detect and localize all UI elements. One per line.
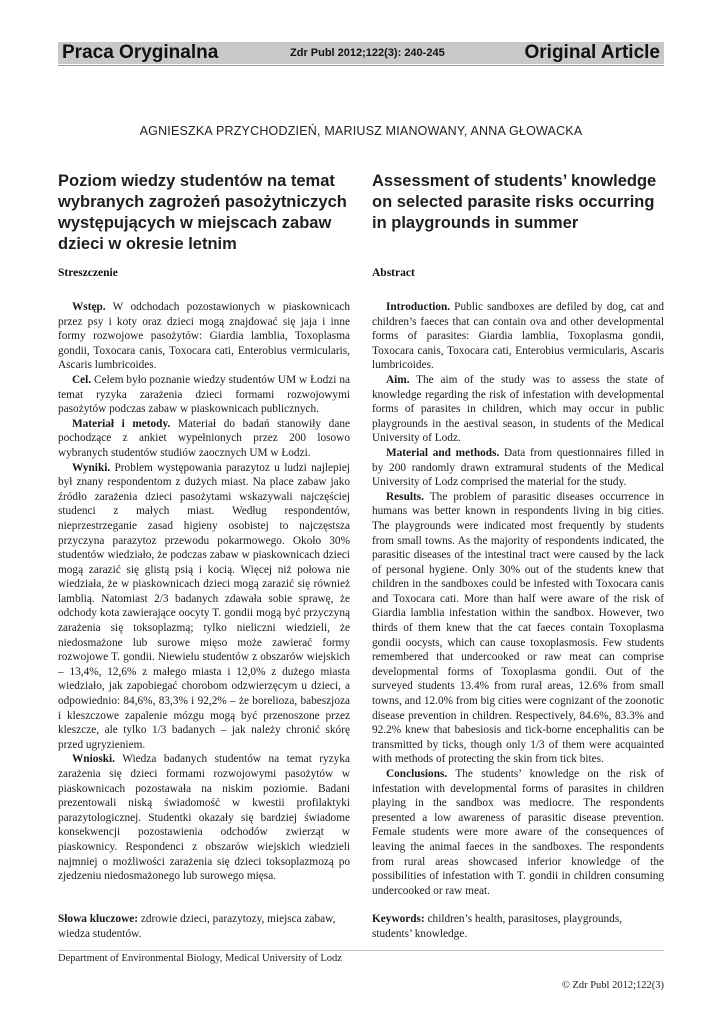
title-english: Assessment of students’ knowledge on selected parasite risks occurring in playgrounds in summer: [372, 172, 657, 232]
title-polish: Poziom wiedzy studentów na temat wybranych zagrożeń pasożytniczych występujących w miejscach zabaw dzieci w okresie letnim: [58, 172, 347, 253]
header-divider: [58, 65, 664, 66]
pl-label-intro: Wstęp.: [72, 301, 106, 313]
en-keywords-text: children’s health, parasitoses, playgrounds, students’ knowledge.: [372, 913, 623, 940]
pl-keywords-label: Słowa kluczowe:: [58, 913, 139, 925]
pl-text-aim: Celem było poznanie wiedzy studentów UM w Łodzi na temat ryzyka zarażenia dzieci formami rozwojowymi pasożytów podczas zabaw w piaskownicach publicznych.: [58, 373, 350, 416]
pl-label-results: Wyniki.: [72, 461, 111, 474]
en-text-methods: Data from questionnaires filled in by 200 randomly drawn extramural students of the Medical University of Lodz comprised the material for the study.: [372, 446, 664, 489]
en-keywords-label: Keywords:: [372, 913, 425, 925]
en-text-conclusions: The students’ knowledge on the risk of infestation with developmental forms of parasites in children playing in the sandbox was mediocre. The respondents presented a low awareness of parasitic disease prevention. Female students were more aware of the consequences of leaving the animal faeces in the sandboxes. The respondents from rural areas showcased inferior knowledge of the possibilities of infestation with T. gondii in children consuming undercooked or raw meat.: [372, 768, 664, 897]
heading-abstract: Abstract: [372, 267, 415, 279]
pl-label-methods: Materiał i metody.: [72, 417, 171, 430]
pl-label-conclusions: Wnioski.: [72, 753, 116, 766]
abstract-polish: [58, 300, 350, 884]
header-left-label: Praca Oryginalna: [62, 42, 219, 63]
pl-text-results: Problem występowania parazytoz u ludzi najlepiej był znany respondentom z dużych miast. Na place zabaw jako źródło zarażenia dzieci pasożytami wskazywali najczęściej studenci z małych miast. Według respondentów, nieprzestrzeganie zasad higieny osobistej to najczęstsza przyczyna parazytoz przewodu pokarmowego. Około 30% studentów wiedziało, że podczas zabaw w piaskownicach dzieci mogą zarazić się glistą psią i kocią. Więcej niż połowa nie wiedziała, że w piaskownicach dzieci mogą zarazić się również lamblią. Natomiast 2/3 badanych zdawała sobie sprawę, że odchody kota zawierające oocyty T. gondii mogą być przyczyną zarażenia się toksoplazmą; tylko nieliczni wiedzieli, że niedosmażone lub surowe mięso może zawierać formy rozwojowe T. gondii. Niewielu studentów z obszarów wiejskich – 13,4%, 12,6% z małego miasta i 12,0% z dużego miasta wiedziało, jak zapobiegać chorobom odzwierzęcym u dzieci, a odpowiednio: 84,6%, 83,3% i 92,2% – że borelioza, babeszjoza i kleszczowe zapalenie mózgu mogą być przenoszone przez kleszcze, ale tylko 1/3 badanych – jak należy chronić skórę przed ugryzieniem.: [58, 461, 350, 751]
en-text-aim: The aim of the study was to assess the state of knowledge regarding the risk of infestation with developmental forms of parasites in children, which may occur in public playgrounds in the aestival season, in students of the Medical University of Lodz.: [372, 373, 664, 445]
pl-paragraph-results: [58, 461, 350, 753]
pl-paragraph-aim: [58, 373, 350, 417]
header-right-label: Original Article: [524, 42, 660, 63]
author-list: AGNIESZKA PRZYCHODZIEŃ, MARIUSZ MIANOWANY, ANNA GŁOWACKA: [139, 124, 583, 138]
en-paragraph-results: [372, 490, 664, 767]
heading-streszczenie: Streszczenie: [58, 267, 118, 279]
pl-text-methods: Materiał do badań stanowiły dane pochodzące z ankiet wypełnionych przez 200 losowo wybranych studentów studiów zaocznych UM w Łodzi.: [58, 417, 350, 459]
affiliation: Department of Environmental Biology, Medical University of Lodz: [58, 953, 342, 964]
pl-paragraph-intro: [58, 300, 350, 373]
keywords-polish: [58, 912, 350, 941]
en-paragraph-intro: [372, 300, 664, 373]
pl-label-aim: Cel.: [72, 373, 92, 386]
en-paragraph-aim: [372, 373, 664, 446]
pl-paragraph-methods: [58, 417, 350, 461]
pl-keywords-text: zdrowie dzieci, parazytozy, miejsca zabaw, wiedza studentów.: [58, 913, 336, 940]
en-label-methods: Material and methods.: [386, 446, 500, 459]
pl-text-intro: W odchodach pozostawionych w piaskownicach przez psy i koty oraz dzieci mogą znajdować się jaja i inne formy rozwojowe pasożytów: Giardia lamblia, Toxoplasma gondii, Toxocara canis, Toxocara cati, Enterobius vermicularis, Ascaris lumbricoides.: [58, 301, 350, 372]
en-text-intro: Public sandboxes are defiled by dog, cat and children’s faeces that can contain ova and other developmental forms of parasites: Giardia lamblia, Toxoplasma gondii, Toxocara canis, Toxocara cati, Enterobius vermicularis, Ascaris lumbricoides.: [372, 301, 664, 372]
abstract-english: [372, 300, 664, 898]
en-label-results: Results.: [386, 490, 424, 503]
header-citation: Zdr Publ 2012;122(3): 240-245: [290, 47, 445, 59]
journal-header-bar: [58, 42, 664, 64]
pl-text-conclusions: Wiedza badanych studentów na temat ryzyka zarażenia się dzieci formami rozwojowymi pasożytów w piaskownicach pozostawała na niskim poziomie. Badani prezentowali niską świadomość w kwestii profilaktyki parazytologicznej. Studentki okazały się bardziej świadome konsekwencji pozostawienia odchodów zwierząt w piaskownicy. Respondenci z obszarów wiejskich wiedzieli najmniej o możliwości zarażenia się dzieci toksoplazmozą po zjedzeniu niedosmażonego lub surowego mięsa.: [58, 753, 350, 883]
en-label-conclusions: Conclusions.: [386, 768, 448, 780]
keywords-english: [372, 912, 664, 941]
footer-divider: [58, 950, 664, 951]
en-paragraph-methods: [372, 446, 664, 490]
en-paragraph-conclusions: [372, 767, 664, 898]
pl-paragraph-conclusions: [58, 752, 350, 883]
en-text-results: The problem of parasitic diseases occurrence in humans was better known in respondents living in big cities. The playgrounds were indicated most frequently by students from small towns. As the majority of respondents indicated, the parasitic diseases of the intestinal tract were caused by the lack of personal hygiene. Only 30% out of the students knew that children in the sandboxes could be infested with Toxocara canis and Toxocara cati. More than half were aware of the risk of Giardia lamblia infestation within the sandbox. However, two thirds of them knew that the cat faeces contain Toxoplasma gondii oocysts, which can cause toxoplasmosis. Few students remembered that undercooked or raw meat can comprise developmental forms of Toxoplasma gondii. Out of the surveyed students 13.4% from rural areas, 12.6% from small towns, and 12.0% from big cities were cognizant of the zoonotic disease prevention in children. Respectively, 84.6%, 83.3% and 92.2% knew that babesiosis and tick-borne encephalitis can be transmitted by ticks, though only 1/3 of them were acquainted with methods of protecting the skin from tick bites.: [372, 490, 664, 766]
copyright-note: © Zdr Publ 2012;122(3): [561, 980, 664, 991]
en-label-aim: Aim.: [386, 373, 410, 386]
en-label-intro: Introduction.: [386, 301, 451, 313]
